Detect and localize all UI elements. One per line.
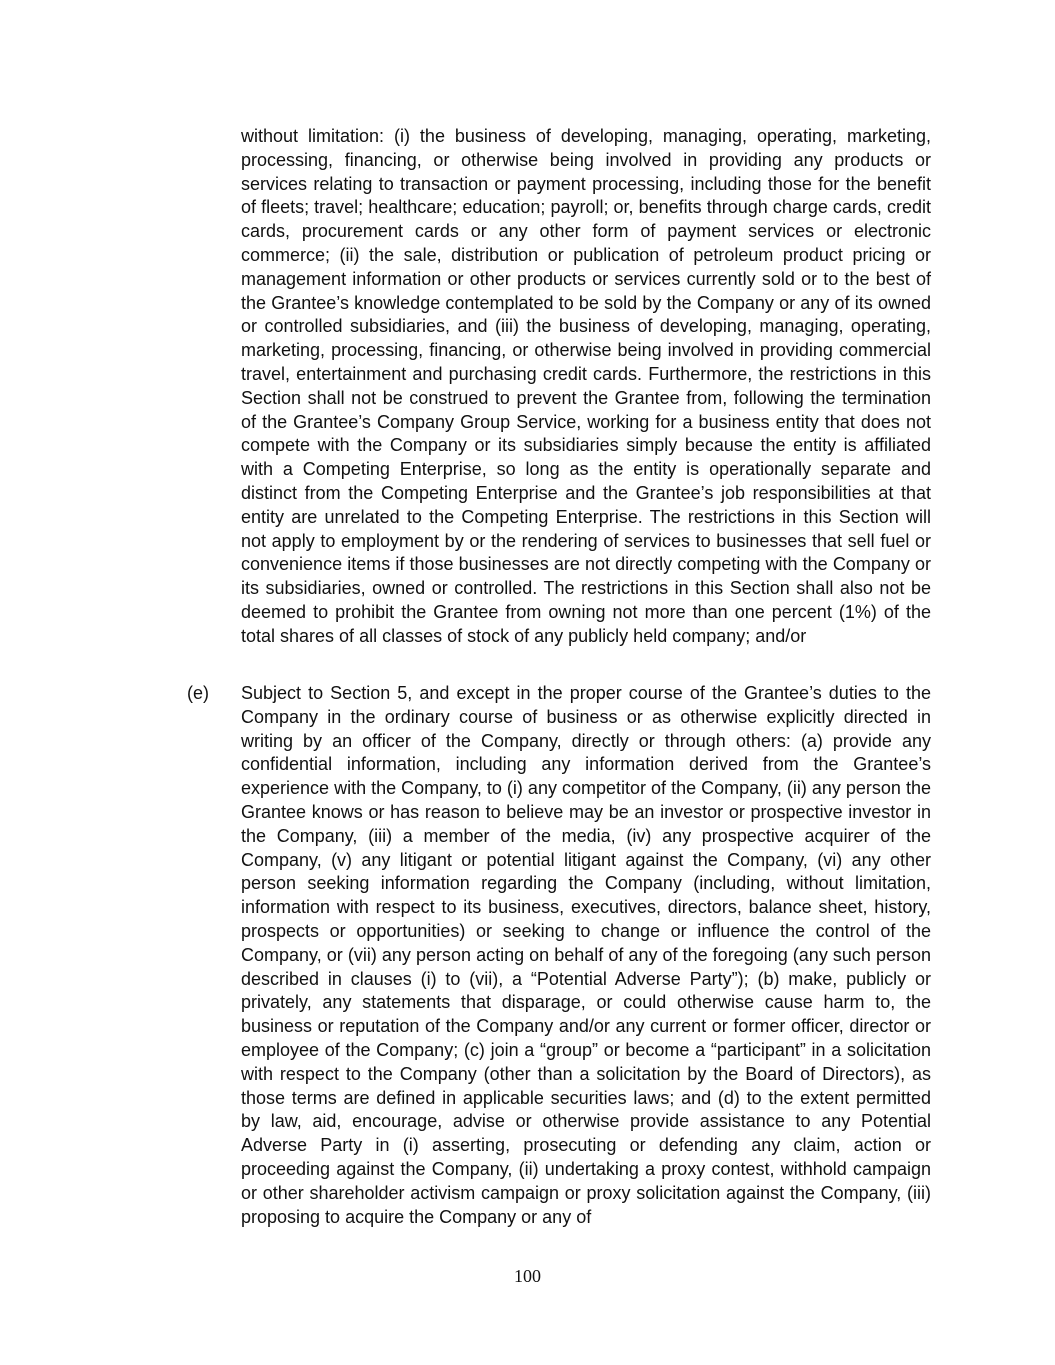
item-e-label: (e) bbox=[187, 683, 209, 703]
continued-paragraph: without limitation: (i) the business of developing, managing, operating, marketing, processing, financing, or otherwise being involved in providing any products or services relating to transaction or payment processing, including those for the benefit of fleets; travel; healthcare; education; payroll; or, benefits through charge cards, credit cards, procurement cards or any other form of payment services or electronic commerce; (ii) the sale, distribution or publication of petroleum product pricing or management information or other products or services currently sold or to the best of the Grantee’s knowledge contemplated to be sold by the Company or any of its owned or controlled subsidiaries, and (iii) the business of developing, managing, operating, marketing, processing, financing, or otherwise being involved in providing commercial travel, entertainment and purchasing credit cards. Furthermore, the restrictions in this Section shall not be construed to prevent the Grantee from, following the termination of the Grantee’s Company Group Service, working for a business entity that does not compete with the Company or its subsidiaries simply because the entity is affiliated with a Competing Enterprise, so long as the entity is operationally separate and distinct from the Competing Enterprise and the Grantee’s job responsibilities at that entity are unrelated to the Competing Enterprise. The restrictions in this Section will not apply to employment by or the rendering of services to businesses that sell fuel or convenience items if those businesses are not directly competing with the Company or its subsidiaries, owned or controlled. The restrictions in this Section shall also not be deemed to prohibit the Grantee from owning not more than one percent (1%) of the total shares of all classes of stock of any publicly held company; and/or bbox=[241, 126, 931, 646]
page-number: 100 bbox=[514, 1266, 541, 1286]
item-e-paragraph: Subject to Section 5, and except in the proper course of the Grantee’s duties to the Company in the ordinary course of business or as otherwise explicitly directed in writing by an officer of the Company, directly or through others: (a) provide any confidential information, including any information derived from the Grantee’s experience with the Company, to (i) any competitor of the Company, (ii) any person the Grantee knows or has reason to believe may be an investor or prospective investor in the Company, (iii) a member of the media, (iv) any prospective acquirer of the Company, (v) any litigant or potential litigant against the Company, (vi) any other person seeking information regarding the Company (including, without limitation, information with respect to its business, executives, directors, balance sheet, history, prospects or opportunities) or seeking to change or influence the control of the Company, or (vii) any person acting on behalf of any of the foregoing (any such person described in clauses (i) to (vii), a “Potential Adverse Party”); (b) make, publicly or privately, any statements that disparage, or could otherwise cause harm to, the business or reputation of the Company and/or any current or former officer, director or employee of the Company; (c) join a “group” or become a “participant” in a solicitation with respect to the Company (other than a solicitation by the Board of Directors), as those terms are defined in applicable securities laws; and (d) to the extent permitted by law, aid, encourage, advise or otherwise provide assistance to any Potential Adverse Party in (i) asserting, prosecuting or defending any claim, action or proceeding against the Company, (ii) undertaking a proxy contest, withhold campaign or other shareholder activism campaign or proxy solicitation against the Company, (iii) proposing to acquire the Company or any of bbox=[241, 683, 931, 1227]
